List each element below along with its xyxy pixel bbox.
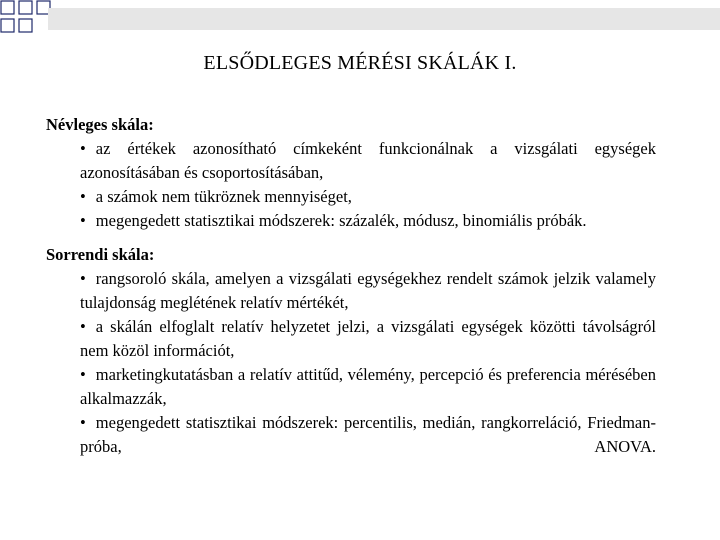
bullet-list <box>46 267 656 459</box>
slide-content <box>46 113 656 459</box>
section-nominal-scale <box>46 113 656 233</box>
list-item: • megengedett statisztikai módszerek: percentilis, medián, rangkorreláció, Friedman-próba, ANOVA. <box>80 413 656 456</box>
bullet-icon: • <box>80 139 86 158</box>
list-item: • a skálán elfoglalt relatív helyzetet jelzi, a vizsgálati egységek közötti távolságról nem közöl információt, <box>80 317 656 360</box>
slide-title: ELSŐDLEGES MÉRÉSI SKÁLÁK I. <box>203 52 517 74</box>
section-ordinal-scale <box>46 243 656 459</box>
list-item: • a számok nem tükröznek mennyiséget, <box>80 185 656 209</box>
bullet-icon: • <box>80 413 86 432</box>
section-heading: Sorrendi skála: <box>46 245 155 264</box>
list-item: • az értékek azonosítható címkeként funkcionálnak a vizsgálati egységek azonosításában és csoportosításában, <box>80 139 656 182</box>
header-bar <box>48 8 720 30</box>
list-item: • rangsoroló skála, amelyen a vizsgálati egységekhez rendelt számok jelzik valamely tulajdonság meglétének relatív mértékét, <box>80 269 656 312</box>
bullet-icon: • <box>80 269 86 288</box>
bullet-icon: • <box>80 211 86 230</box>
list-item: • marketingkutatásban a relatív attitűd, vélemény, percepció és preferencia mérésében alkalmazzák, <box>80 365 656 408</box>
list-item: • megengedett statisztikai módszerek: százalék, módusz, binomiális próbák. <box>80 209 656 233</box>
bullet-icon: • <box>80 365 86 384</box>
bullet-list <box>46 137 656 233</box>
bullet-icon: • <box>80 187 86 206</box>
bullet-icon: • <box>80 317 86 336</box>
section-heading: Névleges skála: <box>46 115 154 134</box>
